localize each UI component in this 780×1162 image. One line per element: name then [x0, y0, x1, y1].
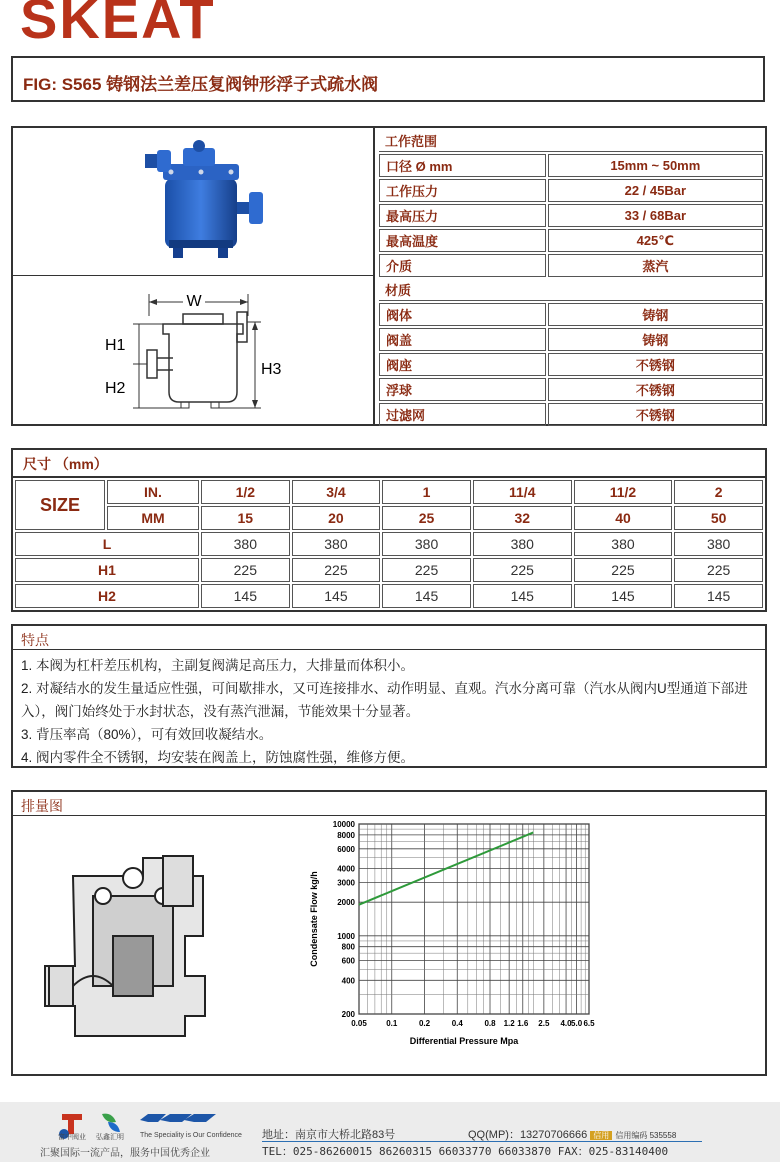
dim-cell: 225	[201, 558, 290, 582]
flow-section	[11, 790, 767, 1076]
in-cell: 11/4	[473, 480, 572, 504]
logo3-text: The Speciality is Our Confidence	[140, 1132, 242, 1139]
dim-cell: 380	[382, 532, 471, 556]
in-cell: 1	[382, 480, 471, 504]
flow-title: 排量图	[13, 792, 765, 816]
spec-value: 22 / 45Bar	[548, 179, 763, 202]
dim-cell: 145	[201, 584, 290, 608]
x-axis-label: Differential Pressure Mpa	[409, 1036, 519, 1046]
dim-cell: 145	[574, 584, 673, 608]
x-tick-label: 0.05	[351, 1019, 367, 1028]
phones: TEL：025-86260015 86260315 66033770 66033870 FAX：025-83140400	[262, 1145, 669, 1158]
product-photo-cell	[13, 128, 373, 276]
x-tick-label: 0.8	[484, 1019, 496, 1028]
y-tick-label: 6000	[337, 844, 355, 854]
in-cell: 11/2	[574, 480, 673, 504]
material-label: 阀盖	[379, 328, 546, 351]
qq-number: QQ(MP)：13270706666	[468, 1129, 588, 1141]
dim-cell: 380	[292, 532, 381, 556]
logo1-text: 富中阀业	[58, 1134, 86, 1141]
material-value: 铸钢	[548, 303, 763, 326]
row-label: H1	[15, 558, 199, 582]
qq-info	[468, 1126, 676, 1142]
dim-cell: 380	[201, 532, 290, 556]
flow-figure	[13, 816, 765, 1074]
spec-section	[11, 126, 767, 426]
in-cell: 1/2	[201, 480, 290, 504]
slogan: 汇聚国际一流产品，服务中国优秀企业	[40, 1148, 210, 1159]
y-tick-label: 800	[341, 942, 355, 952]
features-section	[11, 624, 767, 768]
material-title: 材质	[379, 279, 763, 301]
mm-cell: 50	[674, 506, 763, 530]
spec-label: 最高温度	[379, 229, 546, 252]
material-label: 浮球	[379, 378, 546, 401]
credit-code: 信用编码 535558	[615, 1131, 677, 1140]
dim-cell: 225	[674, 558, 763, 582]
work-range-title: 工作范围	[379, 130, 763, 152]
x-tick-label: 5.0	[571, 1019, 583, 1028]
y-tick-label: 10000	[332, 820, 355, 829]
credit-badge: 信用	[590, 1131, 612, 1140]
size-header: SIZE	[15, 480, 105, 530]
spec-table	[377, 128, 765, 428]
x-tick-label: 2.5	[538, 1019, 550, 1028]
table-row	[15, 584, 763, 608]
in-cell: 3/4	[292, 480, 381, 504]
mm-cell: 15	[201, 506, 290, 530]
mm-header: MM	[107, 506, 199, 530]
row-label: H2	[15, 584, 199, 608]
dim-cell: 225	[473, 558, 572, 582]
material-row	[379, 303, 763, 326]
spec-value: 425℃	[548, 229, 763, 252]
y-tick-label: 400	[341, 976, 355, 986]
dimension-diagram	[13, 276, 369, 424]
material-value: 不锈钢	[548, 378, 763, 401]
spec-row	[379, 229, 763, 252]
x-tick-label: 0.2	[418, 1019, 431, 1028]
y-tick-label: 2000	[337, 898, 355, 908]
spec-label: 口径 Ø mm	[379, 154, 546, 177]
x-tick-label: 4.0	[560, 1019, 572, 1028]
y-tick-label: 1000	[337, 931, 355, 941]
spec-value: 蒸汽	[548, 254, 763, 277]
mm-cell: 40	[574, 506, 673, 530]
table-row	[15, 532, 763, 556]
w-label: W	[186, 293, 202, 310]
dim-cell: 145	[292, 584, 381, 608]
feature-item: 3. 背压率高（80%），可有效回收凝结水。	[21, 727, 273, 742]
h3-label: H3	[261, 361, 282, 378]
y-tick-label: 8000	[337, 830, 355, 840]
y-tick-label: 600	[341, 956, 355, 966]
y-axis-label: Condensate Flow kg/h	[309, 871, 319, 967]
address: 地址：南京市大桥北路83号	[262, 1129, 396, 1141]
feature-item: 4. 阀内零件全不锈钢，均安装在阀盖上，防蚀腐性强，维修方便。	[21, 750, 415, 765]
table-row	[15, 558, 763, 582]
product-title: FIG: S565 铸钢法兰差压复阀钟形浮子式疏水阀	[23, 75, 379, 94]
spec-label: 介质	[379, 254, 546, 277]
x-tick-label: 1.6	[517, 1019, 529, 1028]
material-row	[379, 403, 763, 426]
y-tick-label: 3000	[337, 878, 355, 888]
material-label: 阀体	[379, 303, 546, 326]
material-value: 不锈钢	[548, 353, 763, 376]
valve-photo	[13, 128, 369, 274]
material-value: 铸钢	[548, 328, 763, 351]
footer	[0, 1102, 780, 1162]
footer-divider	[262, 1141, 702, 1142]
product-title-box	[11, 56, 765, 102]
spec-row	[379, 204, 763, 227]
dim-cell: 145	[473, 584, 572, 608]
features-title: 特点	[13, 626, 765, 650]
material-label: 阀座	[379, 353, 546, 376]
h2-label: H2	[105, 380, 126, 397]
x-tick-label: 0.1	[386, 1019, 398, 1028]
logo2-text: 弘鑫汇明	[96, 1134, 124, 1141]
dim-cell: 145	[382, 584, 471, 608]
flow-chart	[309, 820, 595, 1046]
dim-cell: 145	[674, 584, 763, 608]
spec-row	[379, 254, 763, 277]
row-label: L	[15, 532, 199, 556]
material-row	[379, 378, 763, 401]
mm-cell: 25	[382, 506, 471, 530]
dim-cell: 380	[574, 532, 673, 556]
feature-item: 2. 对凝结水的发生量适应性强，可间歇排水，又可连接排水、动作明显、直观。汽水分离可靠（汽水从阀内U型通道下部进入），阀门始终处于水封状态，没有蒸汽泄漏，节能效果十分显著。	[21, 681, 748, 719]
in-cell: 2	[674, 480, 763, 504]
spec-value: 15mm ~ 50mm	[548, 154, 763, 177]
dim-cell: 380	[473, 532, 572, 556]
x-tick-label: 6.5	[583, 1019, 595, 1028]
material-row	[379, 328, 763, 351]
mm-cell: 32	[473, 506, 572, 530]
spec-row	[379, 179, 763, 202]
x-tick-label: 0.4	[451, 1019, 463, 1028]
spec-label: 工作压力	[379, 179, 546, 202]
spec-row	[379, 154, 763, 177]
spec-label: 最高压力	[379, 204, 546, 227]
dim-cell: 225	[382, 558, 471, 582]
company-logos	[56, 1108, 296, 1148]
material-value: 不锈钢	[548, 403, 763, 426]
dim-cell: 380	[674, 532, 763, 556]
dimensions-table	[11, 476, 767, 612]
plot-frame	[359, 824, 589, 1014]
spec-value: 33 / 68Bar	[548, 204, 763, 227]
brand-logo: SKEAT	[20, 0, 216, 50]
in-header: IN.	[107, 480, 199, 504]
dim-cell: 225	[292, 558, 381, 582]
valve-cutaway-drawing	[45, 856, 205, 1036]
dimension-diagram-cell	[13, 276, 373, 424]
feature-item: 1. 本阀为杠杆差压机构，主副复阀满足高压力，大排量而体积小。	[21, 658, 415, 673]
y-tick-label: 200	[341, 1010, 355, 1019]
dim-cell: 225	[574, 558, 673, 582]
x-tick-label: 1.2	[503, 1019, 515, 1028]
mm-cell: 20	[292, 506, 381, 530]
dimensions-title: 尺寸 （mm）	[11, 448, 767, 476]
material-label: 过滤网	[379, 403, 546, 426]
y-tick-label: 4000	[337, 864, 355, 874]
material-row	[379, 353, 763, 376]
h1-label: H1	[105, 337, 126, 354]
